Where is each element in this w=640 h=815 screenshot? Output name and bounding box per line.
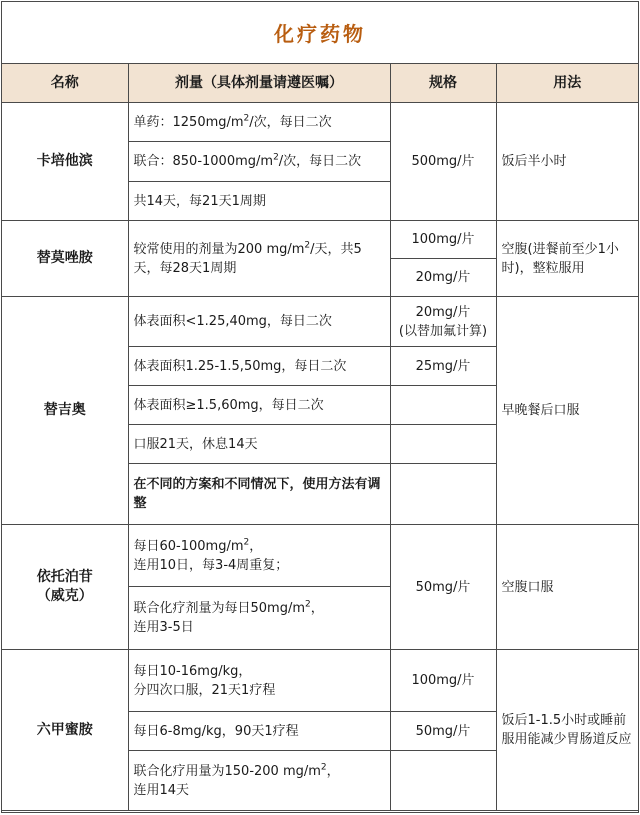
- drug-name-etoposide: 依托泊苷 （威克）: [2, 525, 128, 650]
- dose-cell: 较常使用的剂量为200 $mg/m^2/$天，共5天，每28天1周期: [128, 221, 390, 297]
- spec-cell-empty: [390, 751, 496, 811]
- spec-cell: 100mg/片: [390, 221, 496, 259]
- dose-cell: 每日6-8mg/kg，90天1疗程: [128, 712, 390, 751]
- header-dose: 剂量（具体剂量请遵医嘱）: [128, 64, 390, 103]
- spec-cell: 50mg/片: [390, 525, 496, 650]
- dose-cell: 联合：$850-1000mg/m^2/$次，每日二次: [128, 142, 390, 182]
- dose-note: 在不同的方案和不同情况下，使用方法有调整: [128, 464, 390, 525]
- table-row: [2, 297, 638, 347]
- header-name: 名称: [2, 64, 128, 103]
- dose-cell: 体表面积<1.25,40mg，每日二次: [128, 297, 390, 347]
- usage-cell: 空腹(进餐前至少1小时)，整粒服用: [496, 221, 638, 297]
- usage-cell: 饭后1-1.5小时或睡前服用能减少胃肠道反应: [496, 650, 638, 811]
- drug-table-card: [1, 1, 639, 813]
- spec-cell-empty: [390, 425, 496, 464]
- usage-cell: 早晚餐后口服: [496, 297, 638, 525]
- drug-name-altretamine: 六甲蜜胺: [2, 650, 128, 811]
- spec-cell-empty: [390, 464, 496, 525]
- header-spec: 规格: [390, 64, 496, 103]
- dose-cell: 联合化疗剂量为每日$50mg/m^2$， 连用3-5日: [128, 587, 390, 650]
- spec-cell: 100mg/片: [390, 650, 496, 712]
- table-row: [2, 650, 638, 712]
- header-row: [2, 64, 638, 103]
- usage-cell: 饭后半小时: [496, 103, 638, 221]
- drug-name-capecitabine: 卡培他滨: [2, 103, 128, 221]
- spec-cell: 20mg/片 (以替加氟计算): [390, 297, 496, 347]
- dose-cell: 每日$60-100mg/m^2$， 连用10日，每3-4周重复；: [128, 525, 390, 587]
- dose-cell: 口服21天，休息14天: [128, 425, 390, 464]
- usage-cell: 空腹口服: [496, 525, 638, 650]
- dose-cell: 每日10-16mg/kg， 分四次口服，21天1疗程: [128, 650, 390, 712]
- table-row: [2, 103, 638, 142]
- dose-cell: 体表面积≥1.5,60mg，每日二次: [128, 386, 390, 425]
- spec-cell: 500mg/片: [390, 103, 496, 221]
- spec-cell: 25mg/片: [390, 347, 496, 386]
- spec-cell: 50mg/片: [390, 712, 496, 751]
- spec-cell-empty: [390, 386, 496, 425]
- dose-cell: 联合化疗用量为150-200 $mg/m^2$， 连用14天: [128, 751, 390, 811]
- table-title: 化疗药物: [2, 2, 638, 64]
- drug-name-temozolomide: 替莫唑胺: [2, 221, 128, 297]
- dose-cell: 体表面积1.25-1.5,50mg，每日二次: [128, 347, 390, 386]
- drug-name-tegafur: 替吉奥: [2, 297, 128, 525]
- table-row: [2, 221, 638, 259]
- table-row: [2, 525, 638, 587]
- dose-cell: 共14天，每21天1周期: [128, 182, 390, 221]
- header-usage: 用法: [496, 64, 638, 103]
- spec-cell: 20mg/片: [390, 259, 496, 297]
- chemo-drug-table: [2, 64, 638, 811]
- dose-cell: 单药：$1250mg/m^2/$次，每日二次: [128, 103, 390, 142]
